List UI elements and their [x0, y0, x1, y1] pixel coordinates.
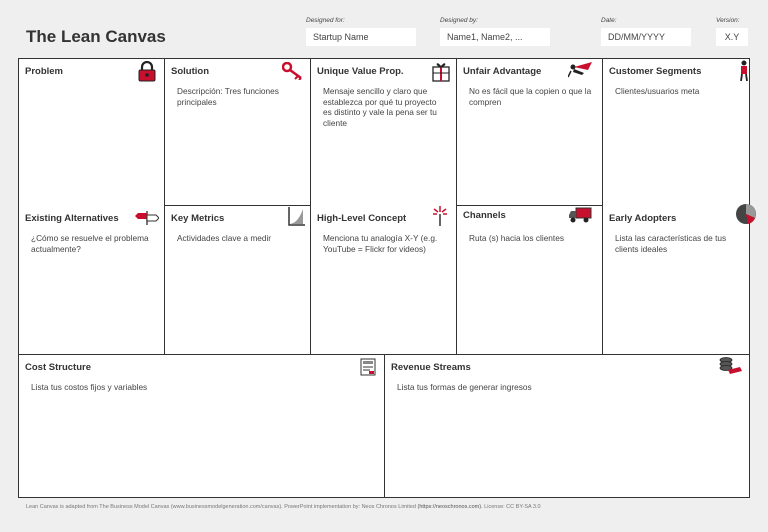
early-adopters-block[interactable] — [602, 205, 750, 355]
high-level-concept-title: High-Level Concept — [317, 213, 407, 224]
footer-attribution — [26, 504, 541, 510]
price-tag-icon — [360, 358, 376, 376]
designed-by-field[interactable]: Name1, Name2, ... — [440, 28, 550, 46]
revenue-streams-title: Revenue Streams — [391, 362, 471, 373]
customer-segments-text: Clientes/usuarios meta — [615, 86, 700, 96]
version-field[interactable]: X.Y — [716, 28, 748, 46]
unfair-advantage-title: Unfair Advantage — [463, 66, 542, 77]
solution-block[interactable] — [164, 58, 310, 206]
money-icon — [718, 356, 742, 376]
solution-text: Descripción: Tres funciones principales — [177, 86, 279, 107]
existing-alternatives-block[interactable] — [18, 205, 164, 355]
date-label: Date: — [601, 17, 617, 24]
existing-alternatives-text: ¿Cómo se resuelve el problema actualmente? — [31, 233, 149, 254]
person-icon — [739, 60, 749, 82]
footer-license: License: CC BY-SA 3.0 — [482, 504, 541, 510]
key-metrics-block[interactable] — [164, 205, 310, 355]
cost-structure-text: Lista tus costos fijos y variables — [31, 382, 148, 392]
unfair-advantage-block[interactable] — [456, 58, 602, 206]
designed-by-label: Designed by: — [440, 17, 478, 24]
unique-value-prop-title: Unique Value Prop. — [317, 66, 404, 77]
key-icon — [282, 62, 304, 80]
cost-structure-block[interactable] — [18, 354, 384, 498]
footer-link[interactable]: (https://neoschronos.com). — [417, 504, 483, 510]
high-level-concept-block[interactable] — [310, 205, 456, 355]
channels-text: Ruta (s) hacia los clientes — [469, 233, 564, 243]
signpost-icon — [135, 208, 159, 226]
designed-for-label: Designed for: — [306, 17, 345, 24]
gift-icon — [432, 60, 450, 82]
key-metrics-text: Actividades clave a medir — [177, 233, 272, 243]
chart-icon — [288, 206, 306, 226]
page-title: The Lean Canvas — [26, 27, 166, 46]
designed-for-field[interactable]: Startup Name — [306, 28, 416, 46]
channels-block[interactable] — [456, 205, 602, 355]
problem-title: Problem — [25, 66, 64, 77]
channels-title: Channels — [463, 210, 506, 221]
early-adopters-title: Early Adopters — [609, 213, 677, 224]
solution-title: Solution — [171, 66, 209, 77]
unfair-advantage-text: No es fácil que la copien o que la compren — [469, 86, 592, 107]
existing-alternatives-title: Existing Alternatives — [25, 213, 119, 224]
firework-icon — [432, 206, 448, 226]
cost-structure-title: Cost Structure — [25, 362, 91, 373]
hero-icon — [568, 61, 592, 79]
pie-chart-icon — [735, 203, 757, 225]
revenue-streams-block[interactable] — [384, 354, 750, 498]
unique-value-prop-text: Mensaje sencillo y claro que establezca por qué tu proyecto es distinto y vale la pena ser tu cliente — [323, 86, 437, 128]
lean-canvas-board — [18, 58, 750, 498]
lock-icon — [138, 61, 156, 82]
customer-segments-title: Customer Segments — [609, 66, 702, 77]
truck-icon — [568, 206, 592, 224]
key-metrics-title: Key Metrics — [171, 213, 225, 224]
footer-text: Lean Canvas is adapted from The Business Model Canvas (www.businessmodelgeneration.com/canvas). PowerPoint implementation by: Neos Chronos Limited — [26, 504, 418, 510]
problem-block[interactable] — [18, 58, 164, 206]
revenue-streams-text: Lista tus formas de generar ingresos — [397, 382, 532, 392]
high-level-concept-text: Menciona tu analogía X-Y (e.g. YouTube = Flickr for videos) — [323, 233, 438, 254]
date-field[interactable]: DD/MM/YYYY — [601, 28, 691, 46]
version-label: Version: — [716, 17, 740, 24]
early-adopters-text: Lista las características de tus clients ideales — [615, 233, 727, 254]
customer-segments-block[interactable] — [602, 58, 750, 206]
